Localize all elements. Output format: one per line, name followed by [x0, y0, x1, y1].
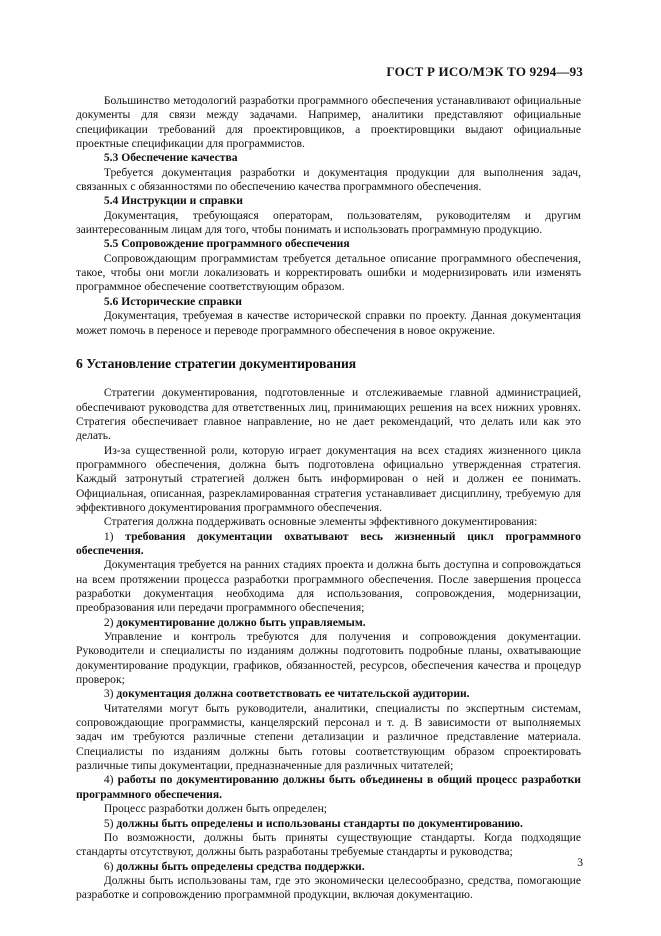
- page-number: 3: [577, 856, 583, 869]
- list-item-4-title: [76, 773, 581, 802]
- list-item-2-title: [76, 616, 581, 630]
- list-item-4-number: 4): [103, 773, 114, 787]
- list-item-5-number: 5): [103, 816, 114, 830]
- section-5-6-text: Документация, требуемая в качестве исторической справки по проекту. Данная документация может помочь в переносе и переводе программного обеспечения в новое окружение.: [76, 309, 581, 337]
- list-item-1-heading: требования документации охватывают весь жизненный цикл программного обеспечения.: [76, 529, 581, 557]
- list-item-2-number: 2): [103, 615, 114, 629]
- section-5-4-text: Документация, требующаяся операторам, пользователям, руководителям и другим заинтересованным лицам для того, чтобы понимать и использовать программную продукцию.: [76, 208, 581, 237]
- intro-paragraph: Большинство методологий разработки программного обеспечения устанавливают официальные документы для связи между задачами. Например, аналитики представляют официальные спецификации требований для проектировщиков, а проектировщики выдают официальные проектные спецификации для программистов.: [76, 94, 581, 151]
- section-6-paragraph-1: Стратегии документирования, подготовленные и отслеживаемые главной администрацией, обеспечивают руководства для ответственных лиц, принимающих решения на всех нижних уровнях. Стратегия обеспечивает главное направление, но не дает рекомендаций, что делать или как это делать.: [76, 386, 581, 443]
- section-6-paragraph-3: Стратегия должна поддерживать основные элементы эффективного документирования:: [103, 515, 538, 529]
- section-5-3-text: Требуется документация разработки и документация продукции для выполнения задач, связанных с обязанностями по обеспечению качества программного обеспечения.: [76, 165, 581, 194]
- list-item-3-title: [76, 687, 581, 701]
- list-item-2-text: Управление и контроль требуются для получения и сопровождения документации. Руководители и специалисты по изданиям должны подготовить подробные планы, охватывающие документирование продукции, графиков, обязанностей, ресурсов, обеспечения качества и процедур проверок;: [76, 630, 581, 687]
- section-6-paragraph-2: Из-за существенной роли, которую играет документация на всех стадиях жизненного цикла программного обеспечения, должна быть подготовлена официально утвержденная стратегия. Каждый затронутый стратегией должен быть информирован о ней и должен ее понимать. Официальная, описанная, разрекламированная стратегия устанавливает дисциплину, требуемую для эффективного документирования программного обеспечения.: [76, 443, 581, 514]
- list-item-4-text: Процесс разработки должен быть определен;: [103, 802, 328, 816]
- section-6-title: 6 Установление стратегии документирования: [76, 355, 357, 371]
- list-item-6-number: 6): [103, 859, 114, 873]
- list-item-1-number: 1): [103, 529, 114, 543]
- list-item-2-heading: документирование должно быть управляемым.: [116, 615, 366, 629]
- list-item-4-heading: работы по документированию должны быть объединены в общий процесс разработки программного обеспечения.: [76, 773, 581, 801]
- list-item-6-heading: должны быть определены средства поддержки.: [116, 859, 365, 873]
- section-5-3-title: 5.3 Обеспечение качества: [103, 151, 238, 165]
- document-body: [76, 94, 581, 903]
- list-item-6-title: [76, 860, 581, 874]
- list-item-6-text: Должны быть использованы там, где это экономически целесообразно, средства, помогающие разработке и сопровождению программной продукции, включая документацию.: [76, 873, 581, 902]
- list-item-3-number: 3): [103, 687, 114, 701]
- list-item-5-title: [76, 817, 581, 831]
- list-item-3-text: Читателями могут быть руководители, аналитики, специалисты по экспертным системам, сопровождающие программисты, канцелярский персонал и т. д. В зависимости от выполняемых задач им требуются различные степени детализации и различное представление материала. Специалисты по изданиям должны быть готовы соответствующим образом спроектировать различные типы документации, предназначенные для различных читателей;: [76, 701, 581, 773]
- list-item-3-heading: документация должна соответствовать ее читательской аудитории.: [116, 687, 470, 701]
- list-item-1-text: Документация требуется на ранних стадиях проекта и должна быть доступна и сопровождаться на всем протяжении процесса разработки программного обеспечения. После завершения процесса разработки документация необходима для использования, сопровождения, модернизации, преобразования или передачи программного обеспечения;: [76, 558, 581, 615]
- list-item-1-title: [76, 530, 581, 559]
- list-item-5-text: По возможности, должны быть приняты существующие стандарты. Когда подходящие стандарты отсутствуют, должны быть разработаны требуемые стандарты и руководства;: [76, 830, 581, 859]
- section-5-5-title: 5.5 Сопровождение программного обеспечения: [103, 237, 350, 251]
- document-header: ГОСТ Р ИСО/МЭК ТО 9294—93: [386, 64, 583, 79]
- section-5-6-title: 5.6 Исторические справки: [103, 294, 242, 308]
- list-item-5-heading: должны быть определены и использованы стандарты по документированию.: [116, 816, 523, 830]
- section-5-5-text: Сопровождающим программистам требуется детальное описание программного обеспечения, такое, чтобы они могли локализовать и корректировать ошибки и модернизировать или изменять программное обеспечение соответствующим образом.: [76, 251, 581, 294]
- section-5-4-title: 5.4 Инструкции и справки: [103, 194, 243, 208]
